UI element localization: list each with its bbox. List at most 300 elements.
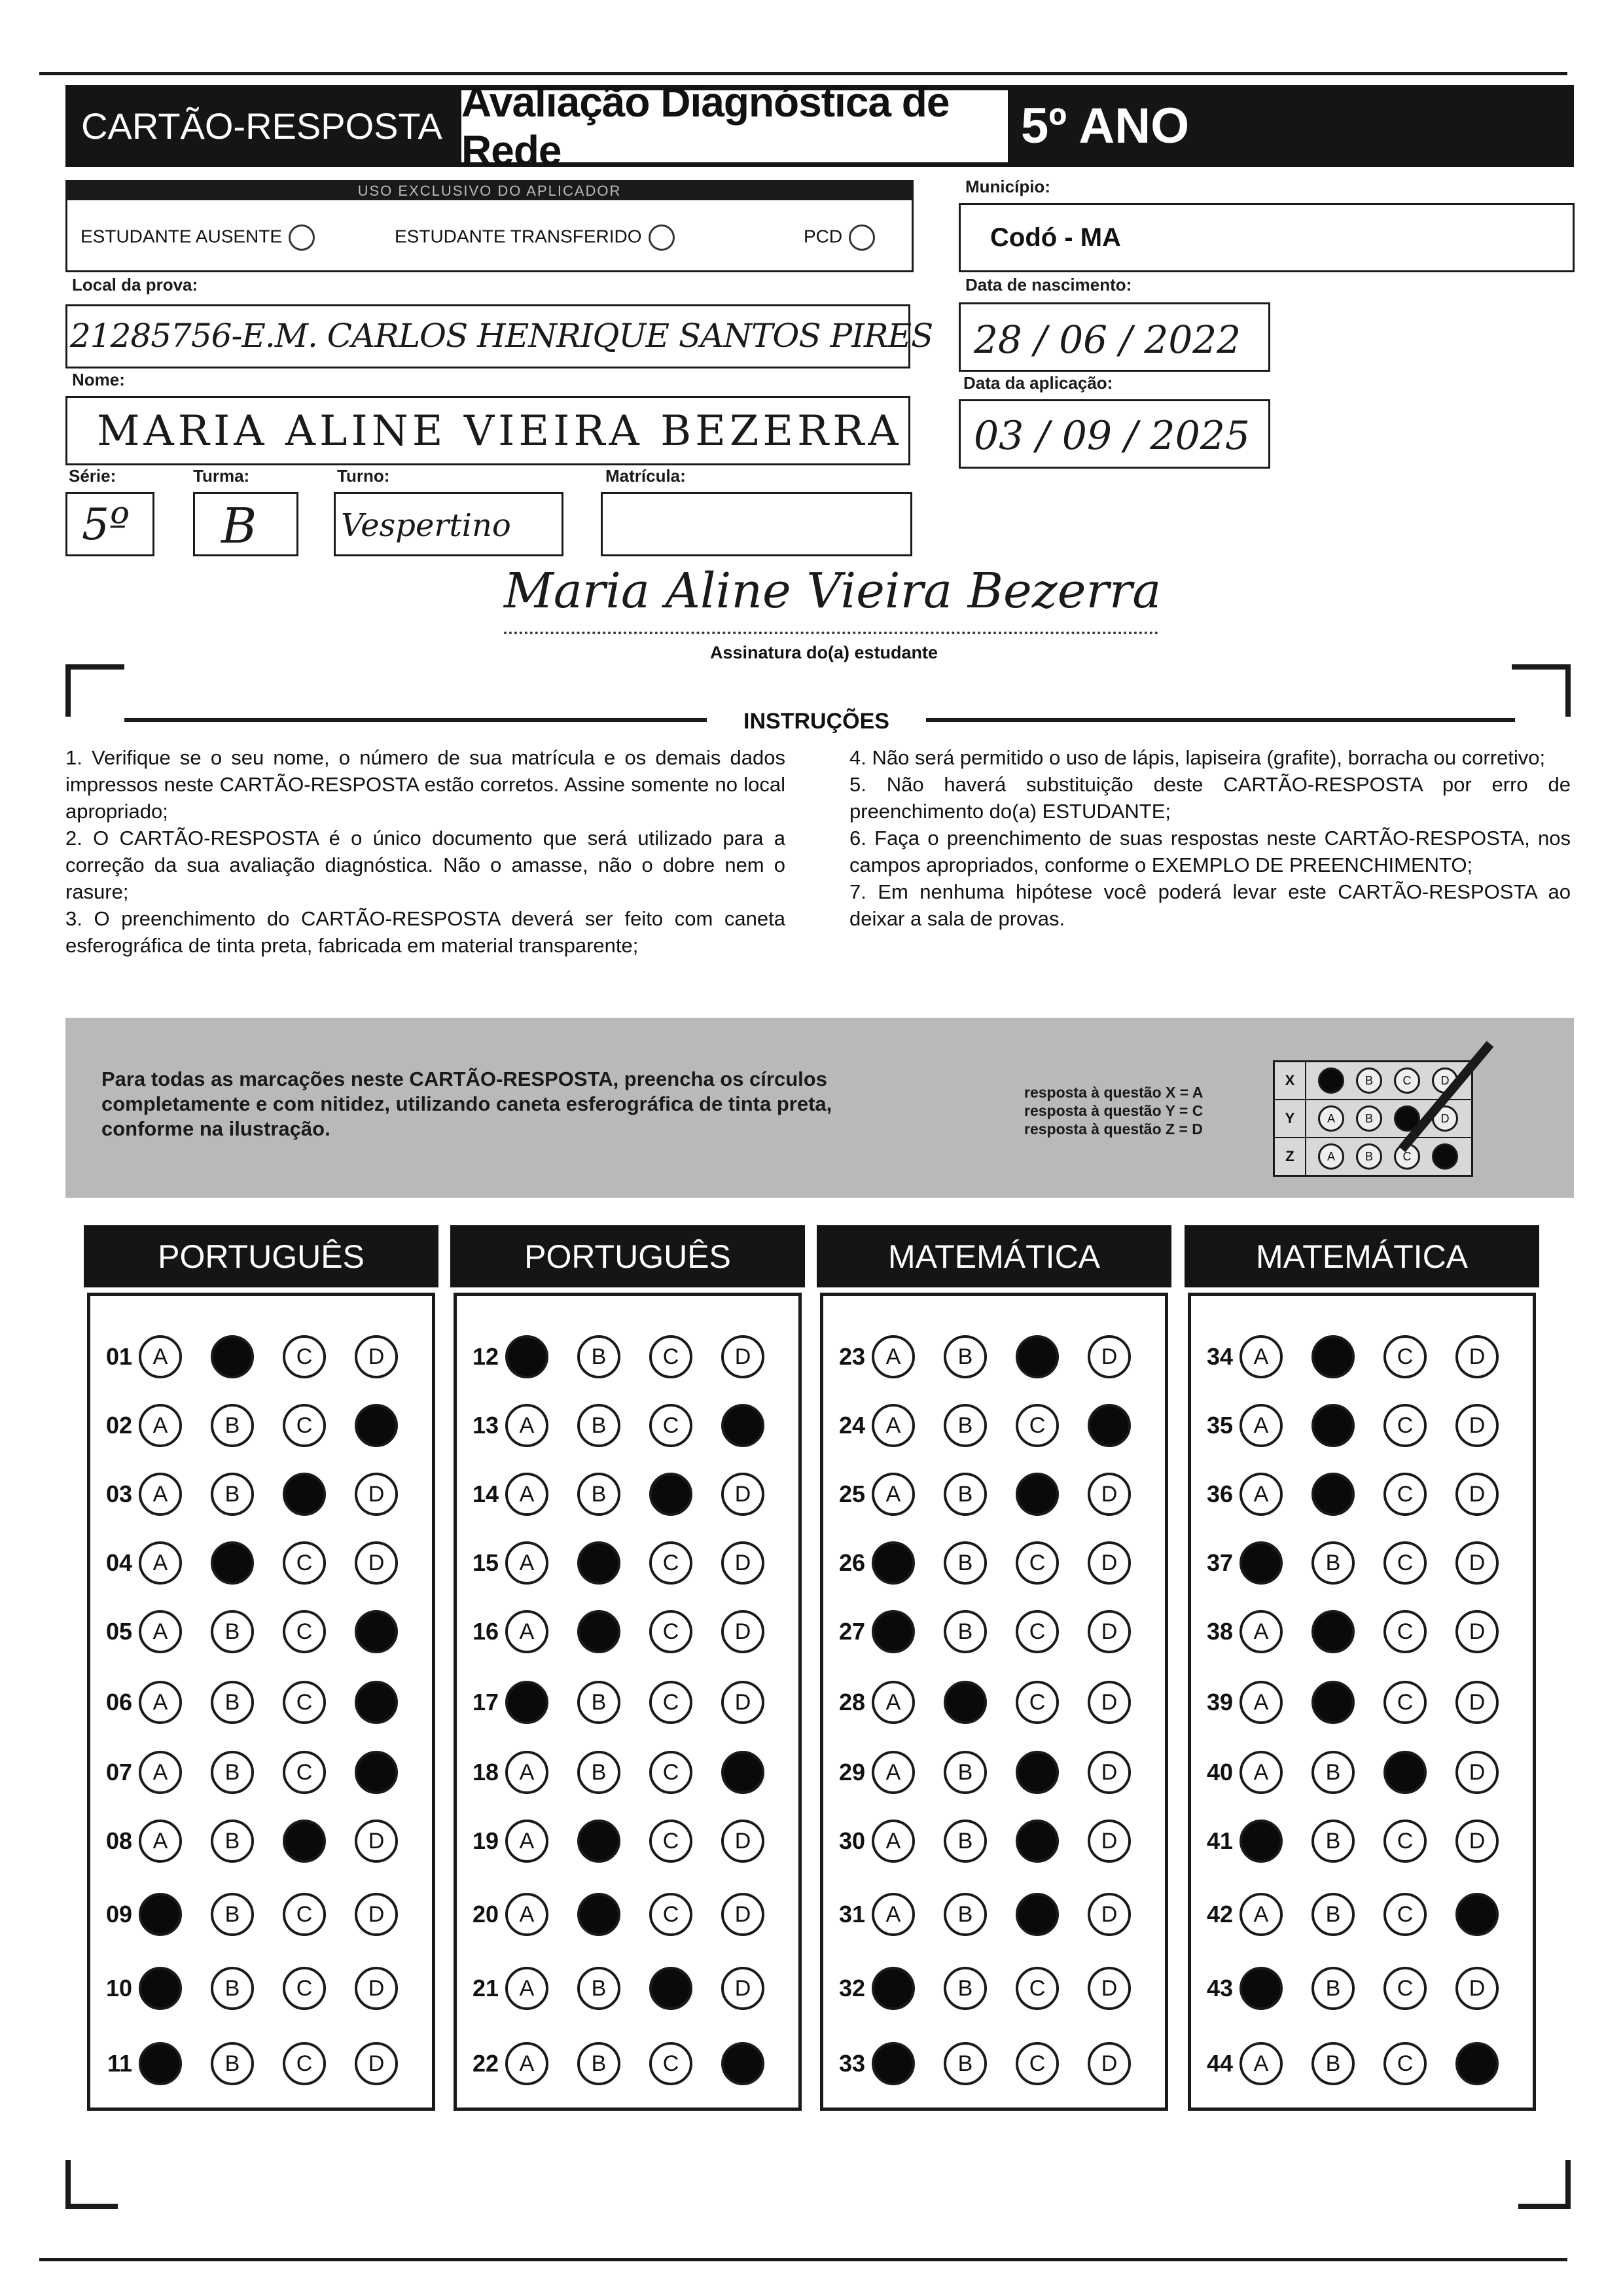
answer-bubble-b[interactable]: B (944, 1335, 987, 1378)
transferred-option[interactable] (395, 224, 675, 251)
question-number: 25 (838, 1480, 865, 1507)
answer-bubble-d[interactable]: D (721, 1967, 764, 2010)
answer-bubble-a[interactable]: A (505, 1473, 548, 1516)
answer-bubble-a[interactable]: A (505, 1967, 548, 2010)
question-number: 43 (1206, 1975, 1233, 2001)
answer-bubble-a[interactable]: A (139, 1681, 182, 1724)
answer-bubble-c[interactable]: C (1383, 1681, 1427, 1724)
question-number: 18 (472, 1759, 499, 1785)
answer-bubble-b[interactable]: B (211, 1967, 254, 2010)
answer-bubble-c[interactable]: C (649, 1751, 692, 1794)
signature-line (504, 632, 1158, 634)
answer-bubble-d[interactable]: D (355, 1473, 398, 1516)
answer-bubble-d[interactable]: D (1088, 1751, 1131, 1794)
pcd-option[interactable] (804, 224, 875, 251)
answer-bubble-c[interactable]: C (1016, 1893, 1059, 1936)
answer-bubble-c[interactable]: C (649, 1893, 692, 1936)
example-bubble: D (1432, 1105, 1458, 1132)
pcd-radio[interactable] (849, 224, 875, 251)
answer-bubble-c[interactable]: C (1016, 1681, 1059, 1724)
answer-bubble-a[interactable]: A (139, 1473, 182, 1516)
answer-bubble-c[interactable]: C (649, 1541, 692, 1585)
answer-bubble-a[interactable]: A (1240, 1473, 1283, 1516)
instr-rule-left (124, 718, 707, 722)
example-row (1275, 1138, 1471, 1175)
card-title: CARTÃO-RESPOSTA (81, 105, 442, 147)
top-rule (39, 72, 1567, 75)
question-row (823, 1751, 1160, 1794)
answer-bubble-d[interactable]: D (721, 2042, 764, 2085)
answer-bubble-b[interactable]: B (944, 1820, 987, 1863)
answer-bubble-d[interactable]: D (1088, 1610, 1131, 1653)
answer-bubble-b[interactable]: B (577, 1473, 620, 1516)
question-row (1191, 1473, 1527, 1516)
question-row (1191, 1967, 1527, 2010)
answer-bubble-d[interactable]: D (1455, 1967, 1499, 2010)
answer-bubble-c[interactable]: C (649, 1473, 692, 1516)
answer-bubble-d[interactable]: D (721, 1541, 764, 1585)
answer-bubble-c[interactable]: C (1383, 1967, 1427, 2010)
answer-bubble-b[interactable]: B (944, 1404, 987, 1447)
answer-bubble-a[interactable]: A (139, 1751, 182, 1794)
question-number: 40 (1206, 1759, 1233, 1785)
turno-value: Vespertino (341, 507, 511, 544)
answer-bubble-b[interactable]: B (211, 1820, 254, 1863)
answer-bubble-d[interactable]: D (1088, 1473, 1131, 1516)
answer-bubble-c[interactable]: C (1383, 1473, 1427, 1516)
question-row (1191, 1404, 1527, 1447)
answer-bubble-d[interactable]: D (721, 1335, 764, 1378)
answer-bubble-c[interactable]: C (649, 1967, 692, 2010)
question-number: 36 (1206, 1480, 1233, 1507)
question-row (90, 1681, 427, 1724)
answer-bubble-a[interactable]: A (139, 1335, 182, 1378)
answer-bubble-d[interactable]: D (1455, 1473, 1499, 1516)
question-row (90, 1473, 427, 1516)
nome-value: MARIA ALINE VIEIRA BEZERRA (97, 407, 902, 456)
nome-field[interactable] (65, 396, 910, 465)
question-row (457, 1335, 793, 1378)
answer-bubble-b[interactable]: B (944, 2042, 987, 2085)
question-row (823, 1610, 1160, 1653)
question-number: 30 (838, 1827, 865, 1854)
question-row (90, 2042, 427, 2085)
question-number: 07 (105, 1759, 132, 1785)
answer-bubble-a[interactable]: A (872, 2042, 915, 2085)
answer-bubble-c[interactable]: C (1016, 1335, 1059, 1378)
instr-rule-right (926, 718, 1515, 722)
frame-corner-bl-h (65, 2204, 118, 2209)
answer-bubble-a[interactable]: A (1240, 1681, 1283, 1724)
answer-bubble-b[interactable]: B (577, 1610, 620, 1653)
answer-bubble-b[interactable]: B (211, 1473, 254, 1516)
turno-label: Turno: (337, 466, 390, 486)
answer-bubble-b[interactable]: B (577, 1681, 620, 1724)
answer-bubble-b[interactable]: B (944, 1893, 987, 1936)
answer-bubble-a[interactable]: A (872, 1681, 915, 1724)
signature: Maria Aline Vieira Bezerra (504, 563, 1162, 619)
answer-bubble-c[interactable]: C (649, 2042, 692, 2085)
aplicacao-field[interactable] (959, 399, 1270, 469)
instruction-7: 7. Em nenhuma hipótese você poderá levar este CARTÃO-RESPOSTA ao deixar a sala de provas. (849, 880, 1571, 930)
answer-bubble-b[interactable]: B (577, 1751, 620, 1794)
question-number: 33 (838, 2050, 865, 2077)
answer-bubble-a[interactable]: A (505, 1820, 548, 1863)
question-number: 32 (838, 1975, 865, 2001)
serie-value: 5º (82, 499, 130, 550)
answer-bubble-c[interactable]: C (649, 1335, 692, 1378)
frame-corner-tr-h (1512, 664, 1571, 670)
frame-corner-br-h (1518, 2204, 1571, 2209)
answer-bubble-c[interactable]: C (1016, 1751, 1059, 1794)
answer-bubble-c[interactable]: C (1016, 1967, 1059, 2010)
nascimento-label: Data de nascimento: (965, 275, 1132, 295)
answer-bubble-a[interactable]: A (1240, 1751, 1283, 1794)
question-number: 09 (105, 1901, 132, 1928)
answer-bubble-b[interactable]: B (211, 2042, 254, 2085)
answer-bubble-b[interactable]: B (1311, 2042, 1355, 2085)
question-number: 17 (472, 1689, 499, 1715)
answer-bubble-a[interactable]: A (1240, 1967, 1283, 2010)
answer-bubble-d[interactable]: D (721, 1893, 764, 1936)
answer-bubble-d[interactable]: D (355, 1751, 398, 1794)
serie-field[interactable] (65, 492, 154, 556)
question-number: 06 (105, 1689, 132, 1715)
answer-bubble-b[interactable]: B (1311, 1820, 1355, 1863)
answer-bubble-d[interactable]: D (721, 1681, 764, 1724)
answer-bubble-b[interactable]: B (211, 1751, 254, 1794)
question-row (823, 1404, 1160, 1447)
answer-bubble-d[interactable]: D (721, 1473, 764, 1516)
answer-bubble-b[interactable]: B (944, 1610, 987, 1653)
question-row (457, 1751, 793, 1794)
answer-bubble-d[interactable]: D (721, 1820, 764, 1863)
municipio-label: Município: (965, 177, 1050, 196)
answer-bubble-c[interactable]: C (1383, 1610, 1427, 1653)
nascimento-value: 28 / 06 / 2022 (974, 317, 1241, 362)
answer-bubble-c[interactable]: C (283, 1681, 326, 1724)
question-row (823, 1335, 1160, 1378)
applicator-box (65, 180, 914, 272)
answer-bubble-d[interactable]: D (1088, 1681, 1131, 1724)
answer-bubble-b[interactable]: B (577, 1820, 620, 1863)
answer-bubble-d[interactable]: D (1455, 1751, 1499, 1794)
question-row (90, 1404, 427, 1447)
exam-title: Avaliação Diagnóstica de Rede (461, 90, 1008, 162)
answer-bubble-c[interactable]: C (283, 1473, 326, 1516)
question-number: 37 (1206, 1549, 1233, 1576)
answer-bubble-b[interactable]: B (577, 1893, 620, 1936)
question-number: 31 (838, 1901, 865, 1928)
answer-bubble-c[interactable]: C (1016, 1820, 1059, 1863)
instruction-5: 5. Não haverá substituição deste CARTÃO-RESPOSTA por erro de preenchimento do(a) ESTUDANTE; (849, 773, 1571, 823)
answer-bubble-b[interactable]: B (1311, 1751, 1355, 1794)
transferred-label: ESTUDANTE TRANSFERIDO (395, 226, 642, 247)
answer-bubble-a[interactable]: A (872, 1751, 915, 1794)
answer-bubble-b[interactable]: B (944, 1473, 987, 1516)
answer-bubble-c[interactable]: C (283, 1751, 326, 1794)
answer-bubble-a[interactable]: A (505, 1681, 548, 1724)
absent-radio[interactable] (289, 224, 315, 251)
absent-option[interactable] (80, 224, 315, 251)
answer-bubble-d[interactable]: D (355, 1404, 398, 1447)
answer-bubble-c[interactable]: C (1016, 1610, 1059, 1653)
answer-bubble-a[interactable]: A (505, 1335, 548, 1378)
answer-bubble-c[interactable]: C (1383, 2042, 1427, 2085)
answer-bubble-b[interactable]: B (944, 1967, 987, 2010)
question-number: 21 (472, 1975, 499, 2001)
answer-bubble-c[interactable]: C (649, 1681, 692, 1724)
answer-bubble-b[interactable]: B (577, 2042, 620, 2085)
answer-bubble-b[interactable]: B (577, 1967, 620, 2010)
question-number: 08 (105, 1827, 132, 1854)
answer-bubble-a[interactable]: A (505, 1893, 548, 1936)
answer-bubble-b[interactable]: B (944, 1541, 987, 1585)
answer-bubble-c[interactable]: C (283, 1967, 326, 2010)
answer-bubble-d[interactable]: D (355, 1967, 398, 2010)
answer-bubble-c[interactable]: C (283, 1820, 326, 1863)
question-row (823, 1893, 1160, 1936)
answer-bubble-b[interactable]: B (211, 1610, 254, 1653)
question-row (823, 1541, 1160, 1585)
instruction-6: 6. Faça o preenchimento de suas respostas neste CARTÃO-RESPOSTA, nos campos apropriados, conforme o EXEMPLO DE PREENCHIMENTO; (849, 827, 1571, 876)
answer-bubble-a[interactable]: A (505, 2042, 548, 2085)
answer-bubble-c[interactable]: C (649, 1404, 692, 1447)
answer-bubble-a[interactable]: A (872, 1473, 915, 1516)
instruction-1: 1. Verifique se o seu nome, o número de sua matrícula e os demais dados impressos neste CARTÃO-RESPOSTA estão corretos. Assine somente no local apropriado; (65, 746, 785, 823)
absent-label: ESTUDANTE AUSENTE (80, 226, 283, 247)
answer-bubble-d[interactable]: D (1088, 1967, 1131, 2010)
answer-bubble-a[interactable]: A (139, 1967, 182, 2010)
question-row (90, 1610, 427, 1653)
answer-bubble-a[interactable]: A (139, 2042, 182, 2085)
answer-bubble-c[interactable]: C (1383, 1893, 1427, 1936)
answer-bubble-a[interactable]: A (872, 1541, 915, 1585)
section-header: MATEMÁTICA (817, 1225, 1171, 1287)
answer-bubble-d[interactable]: D (1455, 2042, 1499, 2085)
answer-bubble-a[interactable]: A (139, 1610, 182, 1653)
question-row (90, 1751, 427, 1794)
answer-bubble-b[interactable]: B (211, 1893, 254, 1936)
answer-bubble-d[interactable]: D (721, 1404, 764, 1447)
section-header: PORTUGUÊS (84, 1225, 438, 1287)
question-number: 23 (838, 1343, 865, 1370)
question-number: 39 (1206, 1689, 1233, 1715)
answer-bubble-a[interactable]: A (1240, 2042, 1283, 2085)
answer-bubble-b[interactable]: B (577, 1335, 620, 1378)
answer-bubble-b[interactable]: B (944, 1751, 987, 1794)
answer-bubble-c[interactable]: C (1016, 1541, 1059, 1585)
answer-bubble-c[interactable]: C (1016, 1404, 1059, 1447)
answer-bubble-c[interactable]: C (283, 1610, 326, 1653)
answer-bubble-d[interactable]: D (1088, 1541, 1131, 1585)
example-bubble: C (1394, 1105, 1420, 1132)
answer-bubble-d[interactable]: D (1088, 2042, 1131, 2085)
question-number: 03 (105, 1480, 132, 1507)
answer-bubble-b[interactable]: B (577, 1404, 620, 1447)
answer-bubble-b[interactable]: B (1311, 1541, 1355, 1585)
answer-bubble-c[interactable]: C (283, 1541, 326, 1585)
answer-bubble-a[interactable]: A (1240, 1404, 1283, 1447)
answer-bubble-a[interactable]: A (872, 1893, 915, 1936)
answer-bubble-d[interactable]: D (1455, 1541, 1499, 1585)
answer-bubble-a[interactable]: A (1240, 1893, 1283, 1936)
signature-label: Assinatura do(a) estudante (710, 643, 938, 662)
answer-bubble-b[interactable]: B (1311, 1404, 1355, 1447)
answer-bubble-c[interactable]: C (1383, 1404, 1427, 1447)
answer-bubble-a[interactable]: A (139, 1893, 182, 1936)
example-bubble: D (1432, 1067, 1458, 1094)
turma-field[interactable] (193, 492, 298, 556)
instructions-right (849, 744, 1571, 932)
question-row (1191, 1893, 1527, 1936)
question-row (1191, 1335, 1527, 1378)
answer-column (454, 1293, 802, 2111)
question-row (823, 2042, 1160, 2085)
local-field[interactable] (65, 304, 933, 368)
answer-bubble-b[interactable]: B (1311, 1335, 1355, 1378)
question-row (90, 1820, 427, 1863)
section-header: PORTUGUÊS (450, 1225, 805, 1287)
answer-bubble-a[interactable]: A (872, 1335, 915, 1378)
answer-bubble-a[interactable]: A (139, 1404, 182, 1447)
answer-column (1188, 1293, 1536, 2111)
answer-bubble-a[interactable]: A (1240, 1820, 1283, 1863)
local-value: 21285756-E.M. CARLOS HENRIQUE SANTOS PIRES (70, 317, 933, 355)
answer-bubble-d[interactable]: D (1088, 1404, 1131, 1447)
answer-bubble-d[interactable]: D (1088, 1820, 1131, 1863)
answer-bubble-c[interactable]: C (1016, 1473, 1059, 1516)
question-row (1191, 1751, 1527, 1794)
answer-bubble-c[interactable]: C (1383, 1335, 1427, 1378)
question-number: 38 (1206, 1618, 1233, 1645)
answer-bubble-d[interactable]: D (355, 1541, 398, 1585)
answer-bubble-d[interactable]: D (355, 2042, 398, 2085)
answer-bubble-a[interactable]: A (505, 1751, 548, 1794)
question-number: 27 (838, 1618, 865, 1645)
answer-bubble-b[interactable]: B (1311, 1473, 1355, 1516)
answer-bubble-a[interactable]: A (872, 1820, 915, 1863)
answer-bubble-a[interactable]: A (872, 1967, 915, 2010)
transferred-radio[interactable] (649, 224, 675, 251)
answer-bubble-d[interactable]: D (721, 1751, 764, 1794)
answer-bubble-b[interactable]: B (944, 1681, 987, 1724)
example-row-label: X (1275, 1062, 1306, 1099)
question-row (1191, 1820, 1527, 1863)
question-number: 35 (1206, 1412, 1233, 1439)
instruction-3: 3. O preenchimento do CARTÃO-RESPOSTA deverá ser feito com caneta esferográfica de tinta preta, fabricada em material transparente; (65, 907, 785, 957)
question-number: 13 (472, 1412, 499, 1439)
answer-bubble-d[interactable]: D (1455, 1893, 1499, 1936)
question-number: 19 (472, 1827, 499, 1854)
question-number: 16 (472, 1618, 499, 1645)
example-bubble: A (1318, 1143, 1344, 1170)
answer-bubble-b[interactable]: B (211, 1681, 254, 1724)
answer-bubble-d[interactable]: D (355, 1610, 398, 1653)
answer-bubble-d[interactable]: D (355, 1335, 398, 1378)
frame-corner-bl-v (65, 2160, 71, 2209)
answer-bubble-d[interactable]: D (1088, 1893, 1131, 1936)
answer-bubble-a[interactable]: A (505, 1404, 548, 1447)
answer-bubble-a[interactable]: A (1240, 1610, 1283, 1653)
answer-bubble-c[interactable]: C (283, 2042, 326, 2085)
question-row (457, 1404, 793, 1447)
answer-bubble-b[interactable]: B (1311, 1967, 1355, 2010)
answer-bubble-d[interactable]: D (1455, 1610, 1499, 1653)
answer-bubble-a[interactable]: A (1240, 1335, 1283, 1378)
answer-bubble-a[interactable]: A (872, 1404, 915, 1447)
answer-bubble-c[interactable]: C (649, 1820, 692, 1863)
answer-bubble-a[interactable]: A (872, 1610, 915, 1653)
answer-bubble-c[interactable]: C (283, 1404, 326, 1447)
nascimento-field[interactable] (959, 302, 1270, 372)
answer-bubble-d[interactable]: D (1088, 1335, 1131, 1378)
example-bubble: C (1394, 1143, 1420, 1170)
frame-corner-tr-v (1565, 664, 1571, 717)
example-bubble: D (1432, 1143, 1458, 1170)
question-row (457, 2042, 793, 2085)
answer-bubble-b[interactable]: B (1311, 1681, 1355, 1724)
answer-bubble-b[interactable]: B (211, 1335, 254, 1378)
answer-bubble-a[interactable]: A (505, 1610, 548, 1653)
answer-bubble-c[interactable]: C (1383, 1751, 1427, 1794)
question-number: 14 (472, 1480, 499, 1507)
answer-bubble-c[interactable]: C (283, 1335, 326, 1378)
matricula-label: Matrícula: (605, 466, 686, 486)
answer-bubble-a[interactable]: A (505, 1541, 548, 1585)
question-row (457, 1610, 793, 1653)
answer-bubble-c[interactable]: C (1383, 1820, 1427, 1863)
example-banner (65, 1018, 1574, 1198)
question-row (90, 1335, 427, 1378)
answer-bubble-d[interactable]: D (355, 1893, 398, 1936)
answer-bubble-d[interactable]: D (1455, 1820, 1499, 1863)
answer-bubble-a[interactable]: A (139, 1820, 182, 1863)
municipio-field[interactable] (959, 203, 1575, 272)
answer-bubble-c[interactable]: C (1383, 1541, 1427, 1585)
answer-bubble-a[interactable]: A (1240, 1541, 1283, 1585)
answer-bubble-d[interactable]: D (1455, 1404, 1499, 1447)
answer-bubble-d[interactable]: D (721, 1610, 764, 1653)
frame-corner-tl-v (65, 664, 71, 717)
answer-column (820, 1293, 1168, 2111)
question-number: 12 (472, 1343, 499, 1370)
bottom-rule (39, 2258, 1567, 2261)
turno-field[interactable] (334, 492, 563, 556)
answer-bubble-b[interactable]: B (211, 1404, 254, 1447)
answer-bubble-c[interactable]: C (283, 1893, 326, 1936)
example-grid (1273, 1060, 1473, 1177)
question-row (1191, 2042, 1527, 2085)
answer-bubble-b[interactable]: B (211, 1541, 254, 1585)
nome-label: Nome: (72, 370, 125, 389)
section-header: MATEMÁTICA (1185, 1225, 1539, 1287)
matricula-field[interactable] (601, 492, 912, 556)
answer-bubble-b[interactable]: B (1311, 1610, 1355, 1653)
answer-bubble-b[interactable]: B (577, 1541, 620, 1585)
answer-bubble-d[interactable]: D (1455, 1335, 1499, 1378)
answer-bubble-d[interactable]: D (1455, 1681, 1499, 1724)
answer-bubble-d[interactable]: D (355, 1820, 398, 1863)
question-row (90, 1893, 427, 1936)
answer-bubble-d[interactable]: D (355, 1681, 398, 1724)
question-number: 04 (105, 1549, 132, 1576)
answer-bubble-b[interactable]: B (1311, 1893, 1355, 1936)
answer-bubble-c[interactable]: C (1016, 2042, 1059, 2085)
answer-bubble-c[interactable]: C (649, 1610, 692, 1653)
question-row (457, 1967, 793, 2010)
answer-bubble-a[interactable]: A (139, 1541, 182, 1585)
